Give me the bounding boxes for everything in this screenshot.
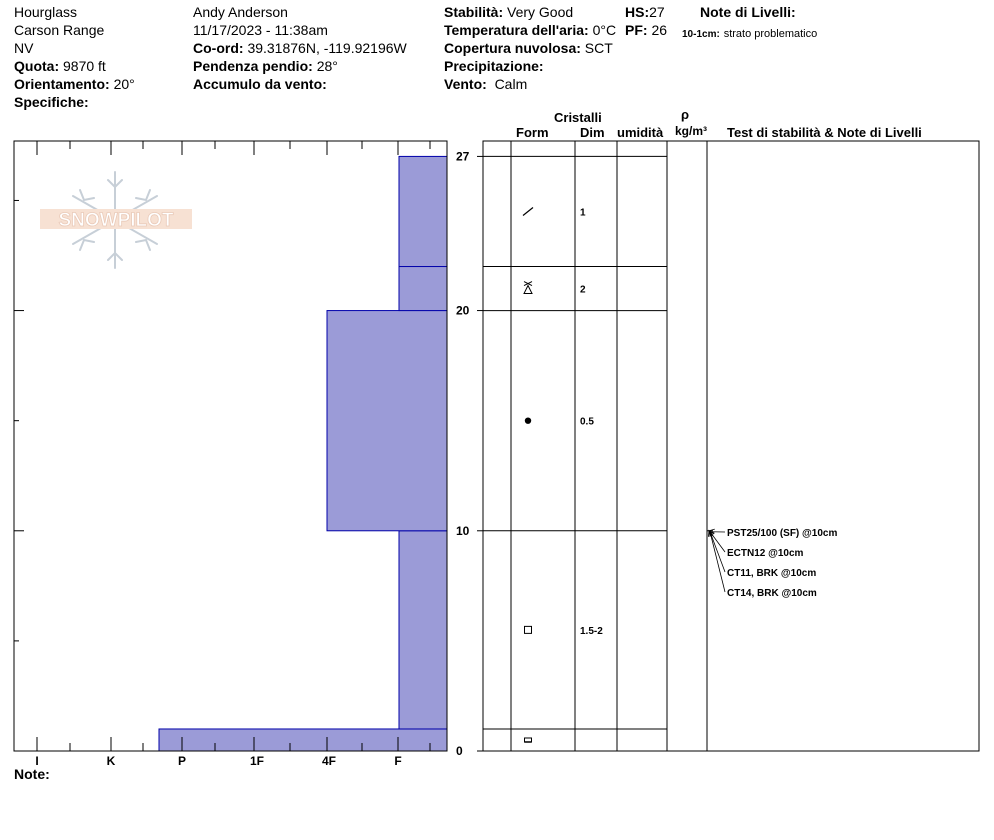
crystal-symbol-crust xyxy=(525,738,532,742)
crystal-size-1: 1.5-2 xyxy=(580,625,603,637)
test-label-3: CT14, BRK @10cm xyxy=(727,588,817,599)
range-name: Carson Range xyxy=(14,22,105,38)
slope-label: Pendenza pendio: xyxy=(193,58,313,74)
tests-area xyxy=(707,528,837,599)
depth-label-10: 10 xyxy=(456,523,470,538)
stability-label: Stabilità: xyxy=(444,4,504,20)
density-unit-header: kg/m³ xyxy=(675,124,708,138)
snowpilot-logo xyxy=(40,172,192,268)
precip-label: Precipitazione: xyxy=(444,58,544,74)
elevation-value: 9870 ft xyxy=(63,58,106,74)
humidity-header: umidità xyxy=(617,125,664,140)
hardness-bar-4 xyxy=(399,156,447,266)
wind-loading-label: Accumulo da vento: xyxy=(193,76,327,92)
layer-note-depth: 10-1cm: xyxy=(682,29,720,40)
test-label-0: PST25/100 (SF) @10cm xyxy=(727,528,838,539)
hardness-label-1F: 1F xyxy=(249,754,265,768)
decomposed-shape xyxy=(524,282,532,294)
test-label-1: ECTN12 @10cm xyxy=(727,548,804,559)
wind-value: Calm xyxy=(494,76,528,92)
aspect-value: 20° xyxy=(113,76,135,92)
depth-label-20: 20 xyxy=(456,303,470,318)
logo-text: SNOWPILOT xyxy=(58,210,174,231)
hardness-bar-2 xyxy=(327,311,447,531)
wind-label: Vento: xyxy=(444,76,487,92)
hardness-label-F: F xyxy=(394,754,402,768)
crystal-symbol-new-snow xyxy=(523,207,533,215)
depth-label-0: 0 xyxy=(456,744,463,758)
hardness-label-4F: 4F xyxy=(321,754,337,768)
depth-label-27: 27 xyxy=(456,149,470,164)
air-temp-label: Temperatura dell'aria: xyxy=(444,22,589,38)
pf-value: 26 xyxy=(651,22,668,38)
crystal-symbol-decomposed xyxy=(524,282,532,294)
notes-label: Note: xyxy=(14,766,50,782)
hardness-label-P: P xyxy=(177,754,187,768)
pf-label: PF: xyxy=(625,22,648,38)
test-label-2: CT11, BRK @10cm xyxy=(727,568,817,579)
cloud-value: SCT xyxy=(584,40,613,56)
location-name: Hourglass xyxy=(14,4,78,20)
tests-header: Test di stabilità & Note di Livelli xyxy=(727,125,922,140)
crystal-symbol-rounded xyxy=(525,417,531,423)
crystals-header: Cristalli xyxy=(554,110,602,125)
cloud-label: Copertura nuvolosa: xyxy=(444,40,581,56)
rounded-dot xyxy=(525,417,531,423)
test-pointer-2 xyxy=(710,532,725,572)
observer-name: Andy Anderson xyxy=(193,4,288,20)
coord-label: Co-ord: xyxy=(193,40,244,56)
hardness-label-K: K xyxy=(106,754,116,768)
crystal-size-4: 1 xyxy=(580,207,586,219)
specifics-label: Specifiche: xyxy=(14,94,89,110)
layer-notes-label: Note di Livelli: xyxy=(700,4,796,20)
elevation-label: Quota: xyxy=(14,58,60,74)
new-snow-stroke xyxy=(523,207,533,215)
hardness-bar-1 xyxy=(399,531,447,729)
rho-header: ρ xyxy=(681,107,690,122)
hardness-label-I: I xyxy=(35,754,39,768)
table-frame xyxy=(483,141,979,751)
crystal-table xyxy=(477,141,979,751)
crystal-size-2: 0.5 xyxy=(580,416,594,428)
facet-square xyxy=(525,626,532,633)
slope-value: 28° xyxy=(316,58,338,74)
stability-value: Very Good xyxy=(507,4,574,20)
form-header: Form xyxy=(516,125,549,140)
air-temp-value: 0°C xyxy=(592,22,617,38)
test-pointer-3 xyxy=(710,532,725,592)
layer-note-text: strato problematico xyxy=(723,28,818,40)
state-name: NV xyxy=(14,40,34,56)
hardness-bar-0 xyxy=(159,729,447,751)
observation-datetime: 11/17/2023 - 11:38am xyxy=(193,22,328,38)
crystal-symbol-facet xyxy=(525,626,532,633)
hs-label: HS: xyxy=(625,4,650,20)
hs-value: 27 xyxy=(649,4,665,20)
aspect-label: Orientamento: xyxy=(14,76,110,92)
crystal-size-3: 2 xyxy=(580,284,586,296)
dim-header: Dim xyxy=(580,125,605,140)
hardness-bar-3 xyxy=(399,267,447,311)
coord-value: 39.31876N, -119.92196W xyxy=(247,40,407,56)
hardness-plot xyxy=(14,141,470,768)
